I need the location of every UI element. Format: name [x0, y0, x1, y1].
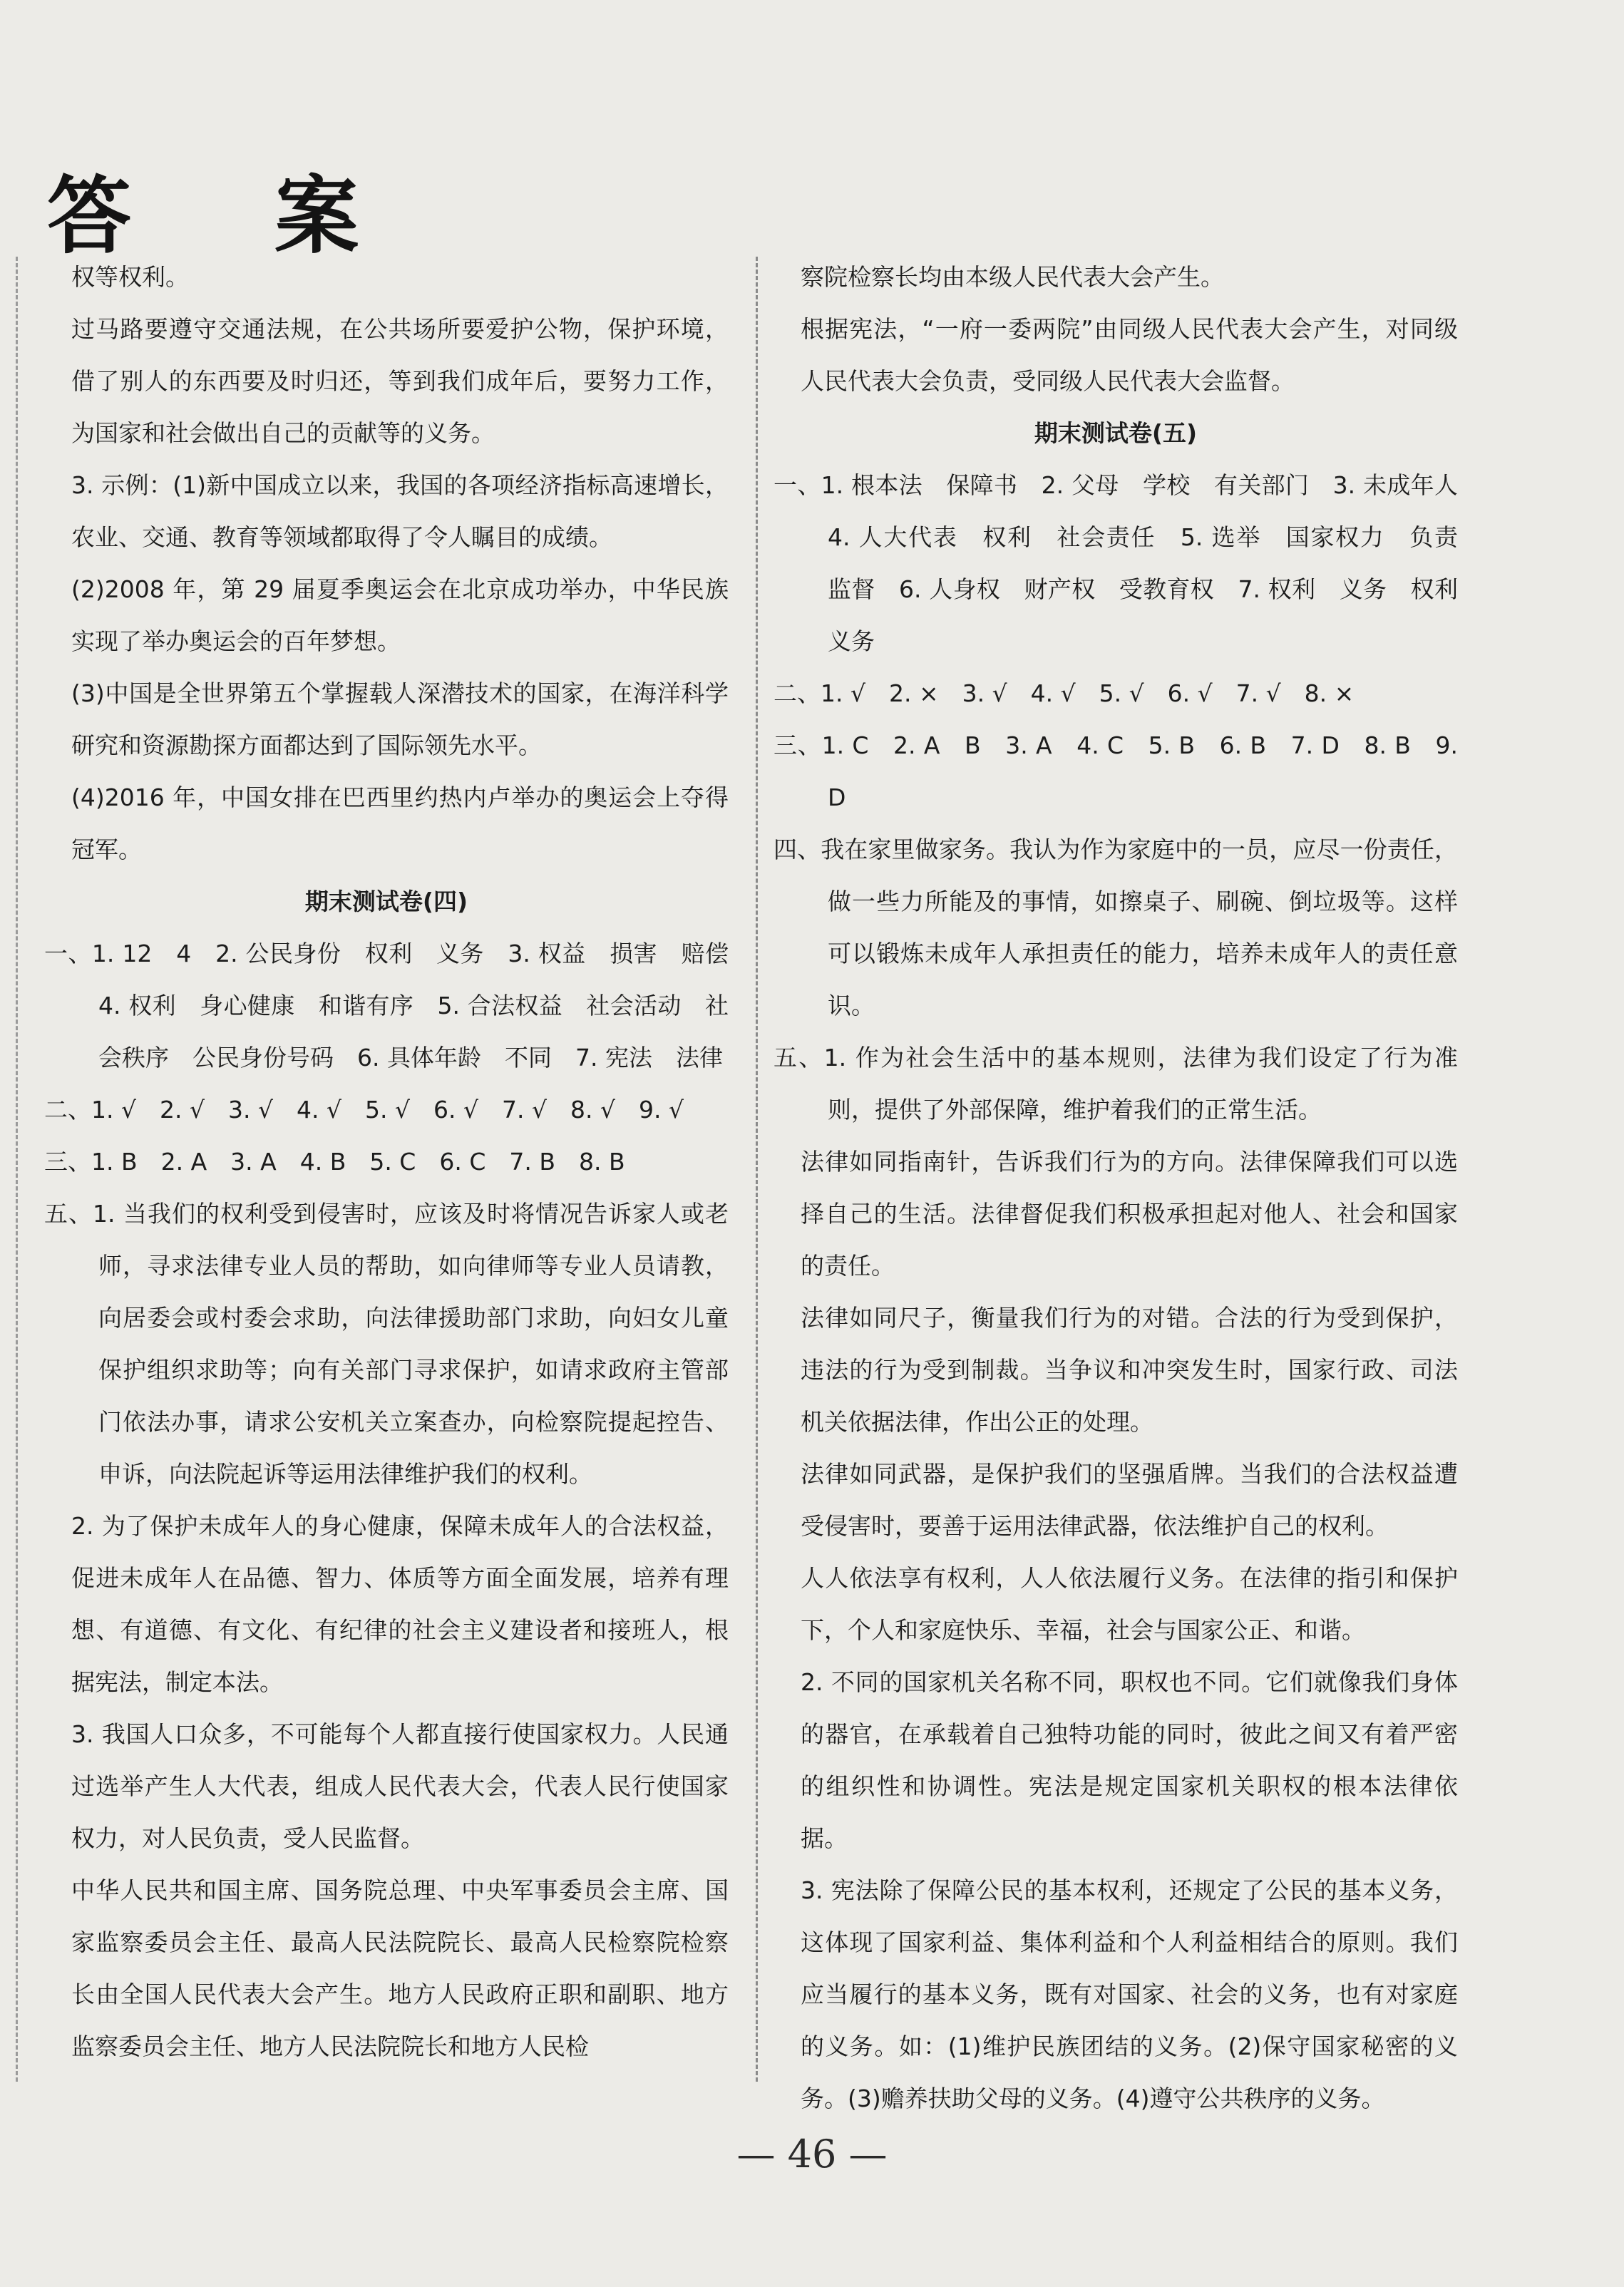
left-margin-rule	[16, 257, 18, 2082]
section-heading: 期末测试卷(五)	[1034, 419, 1198, 447]
right-column	[774, 251, 1481, 2124]
answer-item: 四、我在家里做家务。我认为作为家庭中的一员，应尽一份责任，做一些力所能及的事情，如擦桌子、刷碗、倒垃圾等。这样可以锻炼未成年人承担责任的能力，培养未成年人的责任意识。	[774, 836, 1458, 1019]
answer-item: 一、1. 12 4 2. 公民身份 权利 义务 3. 权益 损害 赔偿 4. 权利 身心健康 和谐有序 5. 合法权益 社会活动 社会秩序 公民身份号码 6. 具体年龄 不同 7. 宪法 法律	[44, 940, 752, 1071]
answer-item: 二、1. √ 2. × 3. √ 4. √ 5. √ 6. √ 7. √ 8. ×	[774, 679, 1355, 707]
answer-text: 根据宪法，“一府一委两院”由同级人民代表大会产生，对同级人民代表大会负责，受同级人民代表大会监督。	[801, 315, 1458, 395]
answer-text: 过马路要遵守交通法规，在公共场所要爱护公物，保护环境，借了别人的东西要及时归还，等到我们成年后，要努力工作，为国家和社会做出自己的贡献等的义务。	[71, 315, 729, 447]
answer-item: 三、1. C 2. A B 3. A 4. C 5. B 6. B 7. D 8. B 9. D	[774, 731, 1458, 811]
answer-text: (2)2008 年，第 29 届夏季奥运会在北京成功举办，中华民族实现了举办奥运会的百年梦想。	[71, 575, 729, 655]
answer-text: (3)中国是全世界第五个掌握载人深潜技术的国家，在海洋科学研究和资源勘探方面都达到了国际领先水平。	[71, 679, 729, 759]
answer-item: 五、1. 作为社会生活中的基本规则，法律为我们设定了行为准则，提供了外部保障，维护着我们的正常生活。	[774, 1044, 1458, 1124]
answer-text: 3. 宪法除了保障公民的基本权利，还规定了公民的基本义务，这体现了国家利益、集体利益和个人利益相结合的原则。我们应当履行的基本义务，既有对国家、社会的义务，也有对家庭的义务。如：(1)维护民族团结的义务。(2)保守国家秘密的义务。(3)赡养扶助父母的义务。(4)遵守公共秩序的义务。	[801, 1876, 1458, 2112]
section-heading: 期末测试卷(四)	[304, 888, 468, 915]
answer-text: 权等权利。	[71, 263, 189, 291]
answer-text: 3. 示例：(1)新中国成立以来，我国的各项经济指标高速增长，农业、交通、教育等领域都取得了令人瞩目的成绩。	[71, 471, 729, 551]
answer-text: 2. 不同的国家机关名称不同，职权也不同。它们就像我们身体的器官，在承载着自己独特功能的同时，彼此之间又有着严密的组织性和协调性。宪法是规定国家机关职权的根本法律依据。	[801, 1668, 1458, 1852]
answer-text: 法律如同武器，是保护我们的坚强盾牌。当我们的合法权益遭受侵害时，要善于运用法律武器，依法维护自己的权利。	[801, 1460, 1458, 1540]
answer-text: 察院检察长均由本级人民代表大会产生。	[801, 263, 1224, 291]
answer-text: 中华人民共和国主席、国务院总理、中央军事委员会主席、国家监察委员会主任、最高人民法院院长、最高人民检察院检察长由全国人民代表大会产生。地方人民政府正职和副职、地方监察委员会主任、地方人民法院院长和地方人民检	[71, 1876, 729, 2060]
answer-item: 一、1. 根本法 保障书 2. 父母 学校 有关部门 3. 未成年人 4. 人大代表 权利 社会责任 5. 选举 国家权力 负责 监督 6. 人身权 财产权 受教育权 7. 权利 义务 权利 义务	[774, 471, 1481, 655]
answer-text: (4)2016 年，中国女排在巴西里约热内卢举办的奥运会上夺得冠军。	[71, 783, 729, 863]
answer-item: 二、1. √ 2. √ 3. √ 4. √ 5. √ 6. √ 7. √ 8. √ 9. √	[44, 1096, 684, 1124]
left-column	[44, 251, 752, 2072]
answer-item: 五、1. 当我们的权利受到侵害时，应该及时将情况告诉家人或老师，寻求法律专业人员的帮助，如向律师等专业人员请教，向居委会或村委会求助，向法律援助部门求助，向妇女儿童保护组织求助等；向有关部门寻求保护，如请求政府主管部门依法办事，请求公安机关立案查办，向检察院提起控告、申诉，向法院起诉等运用法律维护我们的权利。	[44, 1200, 729, 1488]
answer-text: 人人依法享有权利，人人依法履行义务。在法律的指引和保护下，个人和家庭快乐、幸福，社会与国家公正、和谐。	[801, 1564, 1458, 1644]
page-number: — 46 —	[736, 2132, 888, 2176]
answer-item: 三、1. B 2. A 3. A 4. B 5. C 6. C 7. B 8. B	[44, 1148, 625, 1176]
answer-text: 法律如同指南针，告诉我们行为的方向。法律保障我们可以选择自己的生活。法律督促我们积极承担起对他人、社会和国家的责任。	[801, 1148, 1458, 1280]
page-title: 答 案	[47, 166, 416, 265]
answer-text: 3. 我国人口众多，不可能每个人都直接行使国家权力。人民通过选举产生人大代表，组成人民代表大会，代表人民行使国家权力，对人民负责，受人民监督。	[71, 1720, 729, 1852]
answer-text: 法律如同尺子，衡量我们行为的对错。合法的行为受到保护，违法的行为受到制裁。当争议和冲突发生时，国家行政、司法机关依据法律，作出公正的处理。	[801, 1304, 1458, 1436]
column-divider	[756, 257, 758, 2082]
answer-text: 2. 为了保护未成年人的身心健康，保障未成年人的合法权益，促进未成年人在品德、智力、体质等方面全面发展，培养有理想、有道德、有文化、有纪律的社会主义建设者和接班人，根据宪法，制定本法。	[71, 1512, 729, 1696]
